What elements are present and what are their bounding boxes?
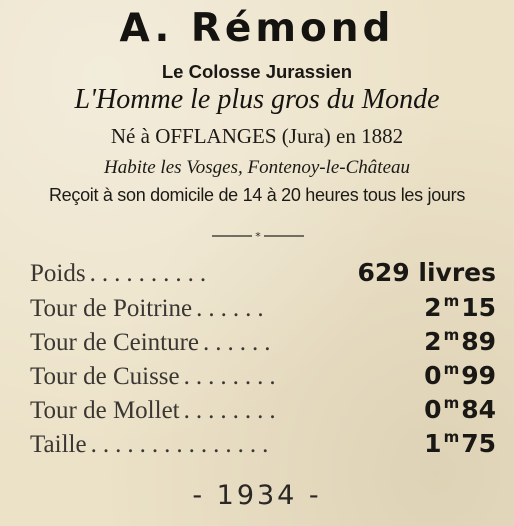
measurement-value: 1 $^m$75: [424, 428, 496, 458]
leader-dots: ........: [183, 397, 282, 424]
leader-dots: ...............: [90, 431, 275, 458]
residence-info: Habite les Vosges, Fontenoy-le-Château: [103, 157, 411, 178]
measurement-label: Poids: [30, 260, 86, 287]
measurement-row-height: [30, 428, 496, 462]
svg-text:*: *: [255, 230, 261, 243]
measurement-row-chest: [30, 292, 496, 326]
measurements-list: [30, 258, 496, 462]
measurement-label: Tour de Poitrine: [30, 295, 193, 322]
visiting-hours: Reçoit à son domicile de 14 à 20 heures tous les jours: [48, 185, 466, 205]
measurement-label: Tour de Ceinture: [30, 329, 200, 356]
measurement-row-waist: [30, 326, 496, 360]
leader-dots: ........: [183, 363, 282, 390]
measurement-row-calf: [30, 394, 496, 428]
year: - 1934 -: [192, 480, 322, 511]
nickname: Le Colosse Jurassien: [161, 61, 353, 82]
measurement-label: Tour de Mollet: [30, 397, 180, 424]
birth-info: Né à OFFLANGES (Jura) en 1882: [110, 124, 404, 148]
measurement-row-weight: [30, 258, 496, 292]
measurement-label: Taille: [30, 431, 87, 458]
measurement-value: 2 $^m$15: [424, 292, 496, 322]
measurement-value: 0 $^m$99: [424, 360, 496, 390]
leader-dots: ......: [203, 329, 277, 356]
measurement-value: 0 $^m$84: [424, 394, 496, 424]
measurement-value: 2 $^m$89: [424, 326, 496, 356]
person-name: A. Rémond: [119, 6, 395, 51]
measurement-row-thigh: [30, 360, 496, 394]
tagline: L'Homme le plus gros du Monde: [74, 84, 440, 115]
measurement-label: Tour de Cuisse: [30, 363, 180, 390]
measurement-value: 629 livres: [357, 258, 496, 287]
leader-dots: ......: [196, 295, 270, 322]
ornamental-divider: [212, 226, 304, 246]
leader-dots: ..........: [89, 260, 213, 287]
